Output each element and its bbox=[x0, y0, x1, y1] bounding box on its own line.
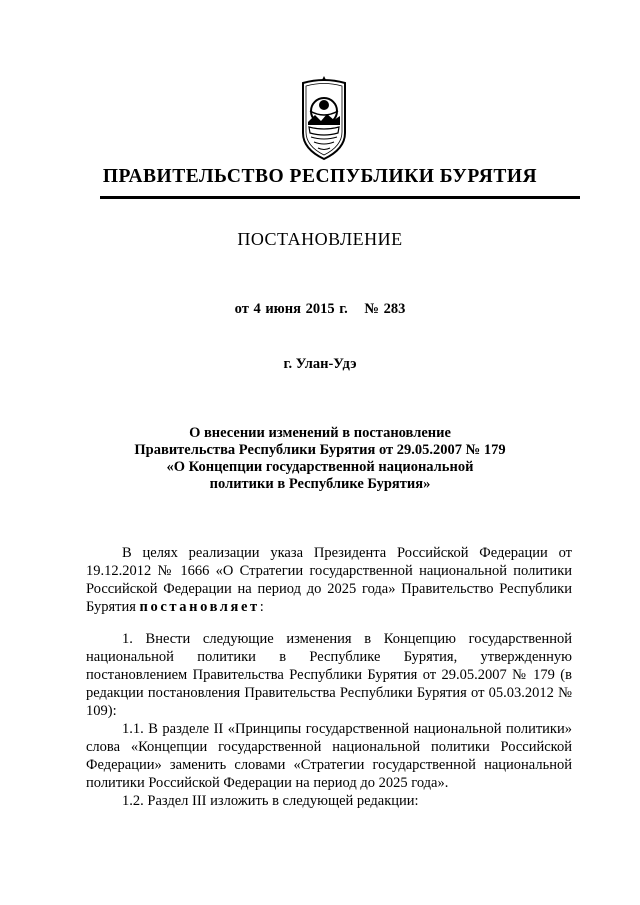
government-title: ПРАВИТЕЛЬСТВО РЕСПУБЛИКИ БУРЯТИЯ bbox=[102, 166, 538, 187]
document-date-line bbox=[0, 301, 640, 318]
document-subject bbox=[0, 425, 640, 493]
subject-line: О внесении изменений в постановление bbox=[189, 425, 451, 441]
subject-line: «О Концепции государственной национальной bbox=[166, 459, 474, 475]
document-number: № 283 bbox=[364, 301, 406, 317]
header-rule bbox=[100, 196, 580, 199]
amendment-item: 1.1. В разделе II «Принципы государственной национальной политики» слова «Концепции государственной национальной политики Российской Федерации» заменить словами «Стратегии государственной национальной политики Российской Федерации на период до 2025 года». bbox=[86, 721, 572, 791]
subject-line: политики в Республике Бурятия» bbox=[209, 476, 431, 492]
document-date: от 4 июня 2015 г. bbox=[234, 301, 348, 317]
amendments-section bbox=[86, 630, 572, 810]
amendment-item: 1. Внести следующие изменения в Концепцию государственной национальной политики в Республике Бурятия, утвержденную постановлением Правительства Республики Бурятия от 29.05.2007 № 179 (в редакции постановления Правительства Республики Бурятия от 05.03.2012 № 109): bbox=[86, 631, 572, 719]
preamble-paragraph bbox=[86, 544, 572, 616]
document-type: ПОСТАНОВЛЕНИЕ bbox=[237, 229, 403, 249]
decree-colon: : bbox=[259, 599, 264, 615]
document-city: г. Улан-Удэ bbox=[283, 356, 357, 372]
amendment-item: 1.2. Раздел III изложить в следующей редакции: bbox=[122, 793, 419, 809]
preamble-text: В целях реализации указа Президента Российской Федерации от 19.12.2012 № 1666 «О Стратегии государственной национальной политики Российской Федерации на период до 2025 года» Правительство Республики Бурятия bbox=[86, 545, 572, 615]
subject-line: Правительства Республики Бурятия от 29.05.2007 № 179 bbox=[134, 442, 506, 458]
decree-word: постановляет bbox=[139, 599, 260, 615]
buryatia-emblem-icon bbox=[297, 75, 351, 161]
